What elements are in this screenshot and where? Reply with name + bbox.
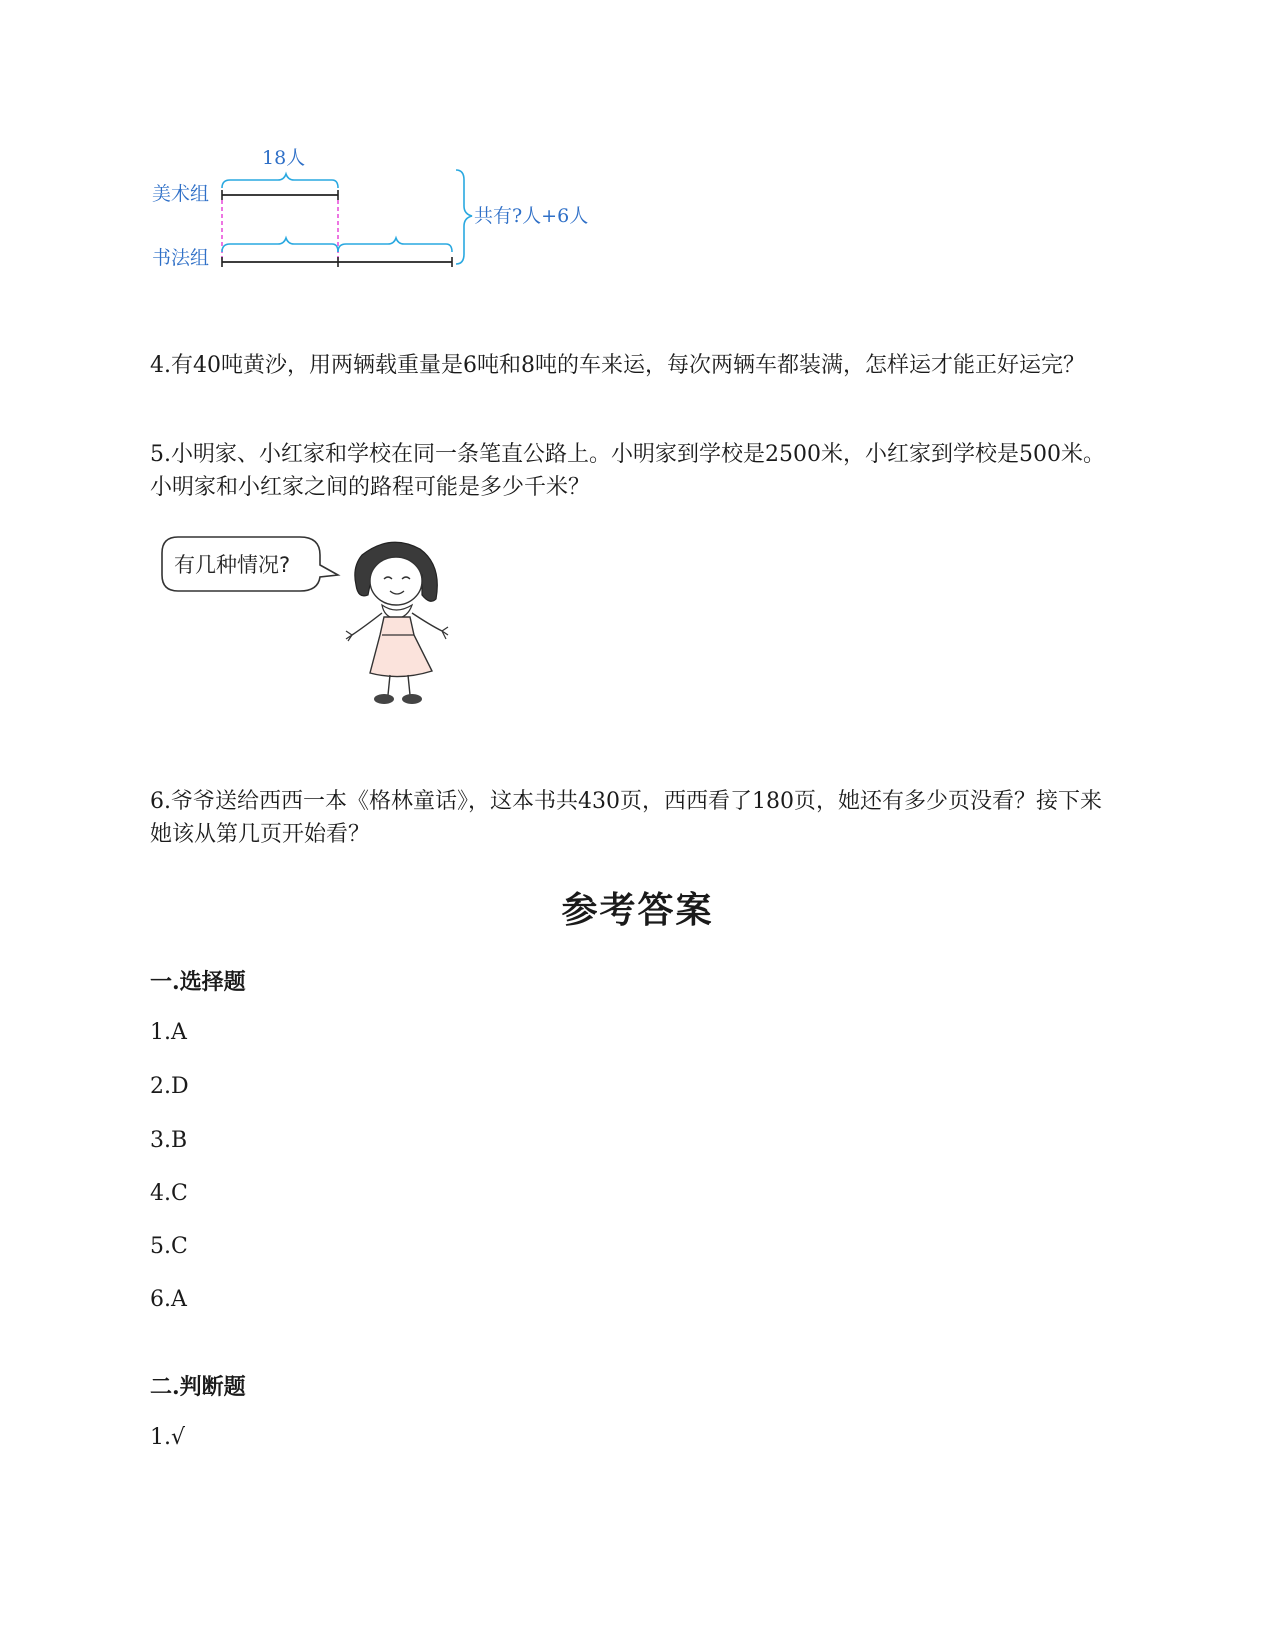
girl-face [370, 557, 422, 605]
row2-brace-right [338, 238, 452, 252]
answer-item: 5.C [150, 1234, 188, 1259]
girl-leg-right [408, 675, 410, 695]
question-5: 5.小明家、小红家和学校在同一条笔直公路上。小明家到学校是2500米，小红家到学校是500米。小明家和小红家之间的路程可能是多少千米？ [150, 442, 1105, 500]
answer-item: 1.A [150, 1020, 187, 1045]
row1-label: 美术组 [152, 183, 210, 205]
answer-item: 1.√ [150, 1425, 186, 1450]
answer-item: 2.D [150, 1074, 189, 1099]
question-6: 6.爷爷送给西西一本《格林童话》，这本书共430页，西西看了180页，她还有多少页没看？接下来她该从第几页开始看？ [150, 789, 1102, 847]
top-quantity-label: 18人 [262, 147, 306, 169]
row2-label: 书法组 [152, 247, 210, 269]
girl-hand-right [442, 627, 448, 639]
girl-dress [370, 617, 432, 677]
girl-shoe-left [374, 694, 394, 704]
speech-bubble-text: 有几种情况? [174, 553, 291, 577]
girl-hand-left [346, 631, 352, 641]
girl-shoe-right [402, 694, 422, 704]
girl-arm-left [352, 613, 382, 635]
section-heading-multiple-choice: 一.选择题 [150, 969, 246, 995]
bar-diagram [150, 140, 620, 280]
answer-key-title: 参考答案 [561, 889, 714, 931]
answer-item: 4.C [150, 1181, 188, 1206]
girl-illustration [150, 535, 480, 710]
answer-item: 3.B [150, 1128, 188, 1153]
answer-item: 6.A [150, 1287, 187, 1312]
girl-leg-left [388, 675, 390, 695]
section-heading-true-false: 二.判断题 [150, 1374, 246, 1400]
row2-brace-left [222, 238, 338, 252]
question-4: 4.有40吨黄沙，用两辆载重量是6吨和8吨的车来运，每次两辆车都装满，怎样运才能正好运完？ [150, 353, 1085, 378]
total-brace [456, 170, 472, 264]
total-label: 共有?人+6人 [474, 205, 589, 227]
girl-arm-right [412, 613, 442, 631]
row1-brace [222, 174, 338, 188]
